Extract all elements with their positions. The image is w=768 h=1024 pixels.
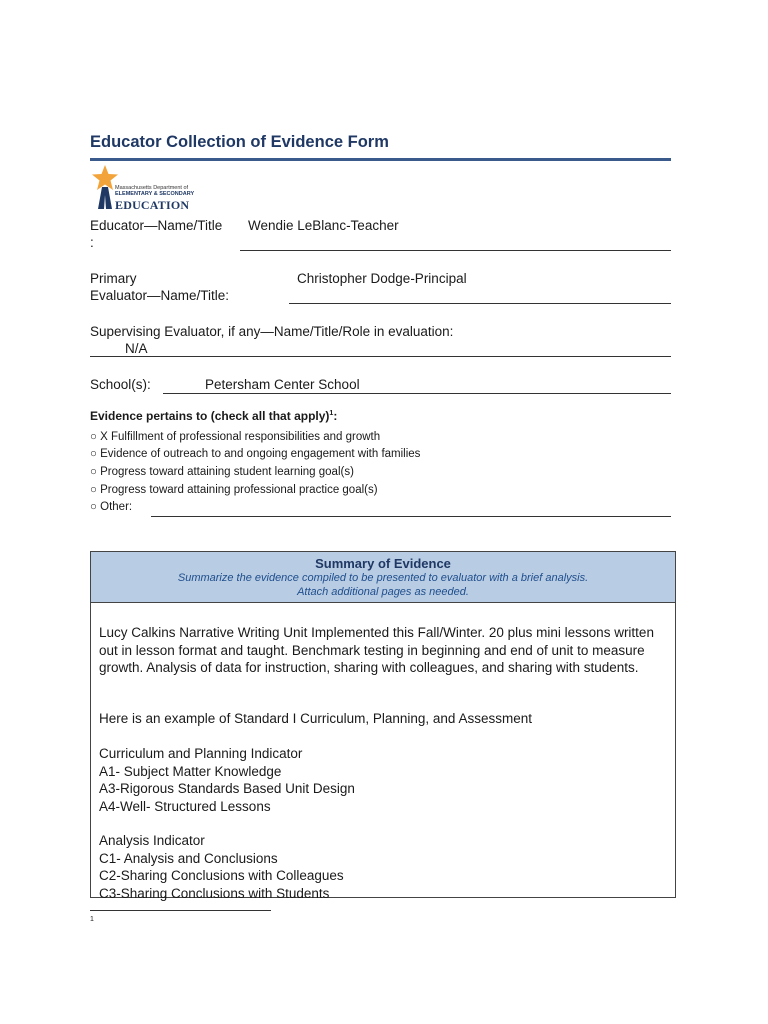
summary-instruction-2: Attach additional pages as needed.: [297, 586, 469, 598]
list-item: C1- Analysis and Conclusions: [99, 850, 278, 866]
primary-evaluator-label-line2: Evaluator—Name/Title:: [90, 288, 230, 303]
list-item: Analysis Indicator: [99, 833, 205, 848]
summary-paragraph-2: Here is an example of Standard I Curriculum, Planning, and Assessment: [99, 711, 532, 726]
summary-header: [91, 552, 675, 603]
summary-of-evidence-box: [90, 551, 676, 901]
primary-evaluator-field-line: [289, 303, 671, 304]
list-item: Curriculum and Planning Indicator: [99, 746, 303, 761]
supervising-evaluator-field-line: [90, 356, 671, 357]
list-item: C2-Sharing Conclusions with Colleagues: [99, 868, 344, 883]
educator-field-line: [240, 250, 671, 251]
analysis-list: [99, 832, 669, 902]
logo-text-department: Massachusetts Department of ELEMENTARY & SECONDARY: [115, 185, 195, 197]
supervising-evaluator-value[interactable]: N/A: [125, 341, 148, 356]
evidence-option-other[interactable]: ○ Other:: [90, 501, 133, 513]
summary-paragraph-1: Lucy Calkins Narrative Writing Unit Implemented this Fall/Winter. 20 plus mini lessons written out in lesson format and taught. Benchmark testing in beginning and end of unit to measure growth. Analysis of data for instruction, sharing with colleagues, and sharing with students.: [99, 625, 654, 675]
school-label: School(s):: [90, 377, 151, 392]
list-item: A3-Rigorous Standards Based Unit Design: [99, 781, 355, 796]
school-value[interactable]: Petersham Center School: [205, 377, 360, 392]
supervising-evaluator-label: Supervising Evaluator, if any—Name/Title/Role in evaluation:: [90, 324, 454, 339]
list-item: A4-Well- Structured Lessons: [99, 798, 271, 814]
evidence-heading: Evidence pertains to (check all that apply)$^1$:: [90, 409, 338, 423]
footnote-divider: [90, 910, 271, 911]
title-divider: [90, 158, 671, 161]
educator-label-colon: :: [90, 235, 94, 250]
curriculum-planning-list: [99, 745, 669, 815]
footnote-number: 1: [90, 916, 94, 923]
summary-title: Summary of Evidence: [315, 556, 451, 571]
summary-instruction-1: Summarize the evidence compiled to be presented to evaluator with a brief analysis.: [177, 572, 589, 584]
primary-evaluator-label-line1: Primary: [90, 271, 137, 286]
primary-evaluator-value[interactable]: Christopher Dodge-Principal: [297, 271, 467, 286]
educator-value[interactable]: Wendie LeBlanc-Teacher: [248, 218, 399, 233]
evidence-option-student-learning-goal[interactable]: ○ Progress toward attaining student learning goal(s): [90, 466, 354, 478]
logo-text-education: EDUCATION: [115, 198, 190, 212]
evidence-option-family-engagement[interactable]: ○ Evidence of outreach to and ongoing engagement with families: [90, 448, 421, 460]
list-item: A1- Subject Matter Knowledge: [99, 763, 282, 779]
form-title: Educator Collection of Evidence Form: [90, 133, 389, 151]
other-field-line: [151, 516, 671, 517]
school-field-line: [163, 393, 671, 394]
evidence-option-professional-responsibilities[interactable]: ○ X Fulfillment of professional responsibilities and growth: [90, 431, 381, 443]
evidence-option-professional-practice-goal[interactable]: ○ Progress toward attaining professional practice goal(s): [90, 484, 378, 496]
list-item: C3-Sharing Conclusions with Students: [99, 885, 330, 901]
educator-label: Educator—Name/Title: [90, 218, 223, 233]
